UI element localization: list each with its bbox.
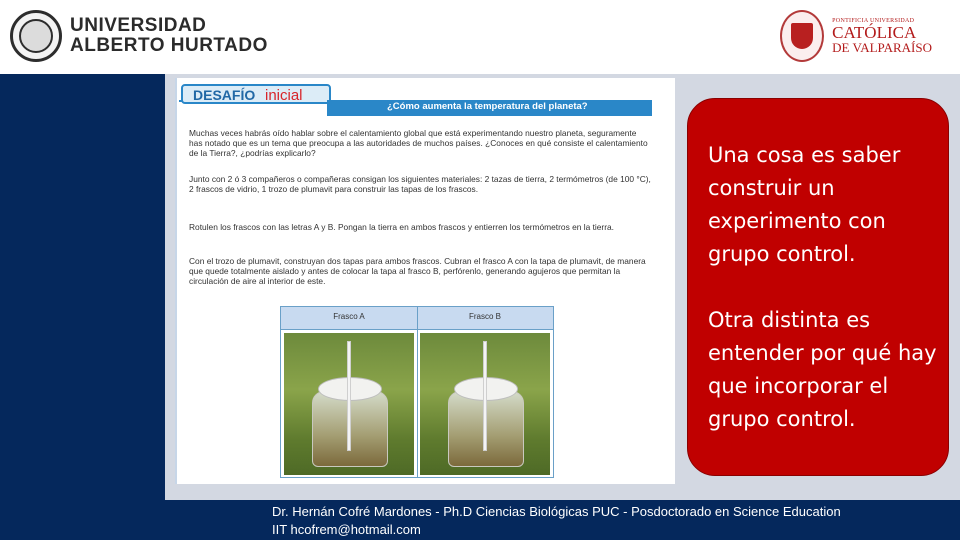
paragraph-2: Junto con 2 ó 3 compañeros o compañeras consigan los siguientes materiales: 2 tazas de tierra, 2 termómetros (de 100 °C), 2 frascos de vidrio, 1 trozo de plumavit para construir las tapas de los frascos. bbox=[189, 174, 651, 194]
doc-title: ¿Cómo aumenta la temperatura del planeta? bbox=[387, 101, 588, 112]
left-navy-band bbox=[0, 74, 165, 540]
badge-word2: inicial bbox=[265, 87, 303, 104]
badge-word1: DESAFÍO bbox=[193, 87, 256, 103]
jar-a-photo bbox=[284, 333, 414, 475]
jars-table bbox=[280, 306, 554, 478]
uah-line2: ALBERTO HURTADO bbox=[70, 35, 268, 56]
pucv-logo bbox=[780, 10, 932, 62]
footer-credit: Dr. Hernán Cofré Mardones - Ph.D Ciencias Biológicas PUC - Posdoctorado en Science Education IIT hcofrem@hotmail.com bbox=[272, 504, 841, 537]
pucv-line2: CATÓLICA bbox=[832, 22, 917, 42]
thermometer-icon bbox=[483, 341, 487, 451]
header-frasco-a: Frasco A bbox=[333, 312, 365, 321]
pucv-line3: DE VALPARAÍSO bbox=[832, 39, 932, 55]
uah-seal-icon bbox=[10, 10, 62, 62]
callout-statement-1: Una cosa es saber construir un experimento con grupo control. bbox=[708, 143, 901, 266]
title-bar bbox=[327, 100, 652, 116]
header-frasco-b: Frasco B bbox=[468, 312, 501, 321]
callout-statement-2: Otra distinta es entender por qué hay que incorporar el grupo control. bbox=[708, 308, 937, 431]
uah-logo-text bbox=[70, 16, 268, 56]
thermometer-icon bbox=[347, 341, 351, 451]
jar-b-photo bbox=[420, 333, 550, 475]
uah-line1: UNIVERSIDAD bbox=[70, 15, 207, 36]
table-divider bbox=[417, 307, 418, 477]
header bbox=[0, 0, 960, 74]
pucv-logo-text bbox=[832, 18, 932, 55]
paragraph-4: Con el trozo de plumavit, construyan dos tapas para ambos frascos. Cubran el frasco A con la tapa de plumavit, de manera que quede totalmente aislado y antes de colocar la tapa al frasco B, perfórenlo, generando agujeros que permitan la circulación de aire al interior de este. bbox=[189, 256, 646, 286]
desafio-badge bbox=[181, 84, 331, 104]
uah-logo bbox=[10, 10, 268, 62]
pucv-crest-icon bbox=[780, 10, 824, 62]
callout-box bbox=[687, 98, 949, 476]
textbook-page bbox=[175, 78, 675, 484]
paragraph-3: Rotulen los frascos con las letras A y B. Pongan la tierra en ambos frascos y entierren los termómetros en la tierra. bbox=[189, 222, 614, 232]
pucv-line1: PONTIFICIA UNIVERSIDAD bbox=[832, 17, 915, 24]
callout-text bbox=[708, 139, 938, 436]
paragraph-1: Muchas veces habrás oído hablar sobre el calentamiento global que está experimentando nuestro planeta, seguramente has notado que es un tema que preocupa a las autoridades de muchos países. ¿Conoces en qué consiste el calentamiento de la Tierra?, ¿podrías explicarlo? bbox=[189, 128, 648, 158]
